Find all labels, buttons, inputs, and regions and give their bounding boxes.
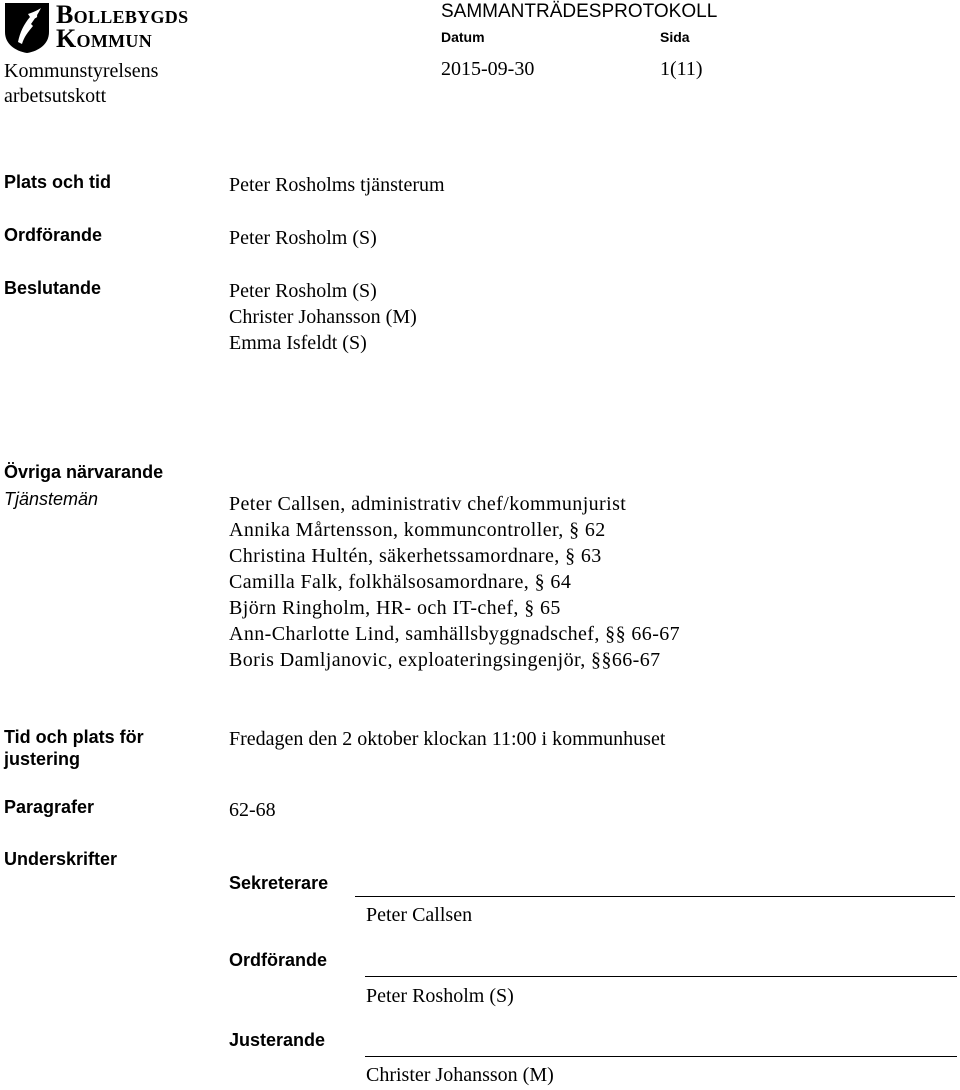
- section-mark: §: [569, 519, 580, 541]
- adjustment-label-line2: justering: [4, 749, 81, 769]
- official-text: Björn Ringholm, HR- och IT-chef,: [229, 597, 525, 619]
- officials-list: [229, 491, 680, 673]
- signature-role-adjuster: Justerande: [229, 1030, 326, 1050]
- paragraphs-label: Paragrafer: [4, 797, 95, 817]
- section-mark: §: [524, 597, 535, 619]
- others-label: Övriga närvarande: [4, 462, 164, 482]
- official-text: Christina Hultén, säkerhetssamordnare,: [229, 545, 566, 567]
- logo-name-line2: Kommun: [56, 24, 153, 53]
- section-ref: 63: [580, 545, 602, 567]
- municipality-logo: [4, 2, 204, 56]
- signatures-label: Underskrifter: [4, 849, 118, 869]
- page-label: Sida: [660, 29, 690, 45]
- paragraphs-value: 62-68: [229, 799, 276, 821]
- signature-role-secretary: Sekreterare: [229, 873, 329, 893]
- date-label: Datum: [441, 29, 485, 45]
- adjustment-label-line1: Tid och plats för: [4, 727, 144, 747]
- section-ref: 65: [540, 597, 561, 619]
- chair-value: Peter Rosholm (S): [229, 227, 377, 249]
- committee-name-line1: Kommunstyrelsens: [4, 60, 159, 82]
- logo-name-line1: Bollebygds: [56, 0, 189, 29]
- official-row: [229, 517, 680, 543]
- section-mark: §: [565, 545, 576, 567]
- official-text: Boris Damljanovic, exploateringsingenjör,: [229, 649, 592, 671]
- page-value: 1(11): [660, 58, 703, 80]
- section-ref: 66-67: [611, 649, 661, 671]
- deciding-member: Peter Rosholm (S): [229, 280, 377, 302]
- official-row: [229, 491, 680, 517]
- official-text: Camilla Falk, folkhälsosamordnare,: [229, 571, 535, 593]
- official-text: Ann-Charlotte Lind, samhällsbyggnadschef,: [229, 623, 606, 645]
- signature-line-secretary[interactable]: [355, 896, 955, 897]
- signature-line-adjuster[interactable]: [365, 1056, 957, 1057]
- section-ref: 64: [550, 571, 572, 593]
- adjustment-value: Fredagen den 2 oktober klockan 11:00 i kommunhuset: [229, 728, 666, 750]
- official-row: [229, 595, 680, 621]
- official-row: [229, 621, 680, 647]
- document-type: SAMMANTRÄDESPROTOKOLL: [441, 1, 718, 22]
- section-ref: 62: [584, 519, 606, 541]
- official-row: [229, 543, 680, 569]
- section-mark: §§: [605, 623, 626, 645]
- adjustment-label: [4, 726, 144, 770]
- official-row: [229, 569, 680, 595]
- signature-name-chair: Peter Rosholm (S): [366, 985, 514, 1007]
- official-text: Peter Callsen, administrativ chef/kommunjurist: [229, 493, 627, 515]
- section-ref: 66-67: [631, 623, 681, 645]
- committee-name: [4, 59, 158, 109]
- deciding-member: Emma Isfeldt (S): [229, 332, 367, 354]
- officials-sublabel: Tjänstemän: [4, 489, 99, 509]
- section-mark: §§: [591, 649, 612, 671]
- signature-role-chair: Ordförande: [229, 950, 328, 970]
- committee-name-line2: arbetsutskott: [4, 85, 107, 107]
- signature-line-chair[interactable]: [365, 976, 957, 977]
- deciding-member: Christer Johansson (M): [229, 306, 417, 328]
- signature-name-adjuster: Christer Johansson (M): [366, 1064, 554, 1086]
- coat-of-arms-icon: [4, 2, 50, 54]
- official-row: [229, 647, 680, 673]
- chair-label: Ordförande: [4, 225, 103, 245]
- deciding-label: Beslutande: [4, 278, 102, 298]
- official-text: Annika Mårtensson, kommuncontroller,: [229, 519, 570, 541]
- deciding-list: [229, 278, 417, 356]
- date-value: 2015-09-30: [441, 58, 535, 80]
- place-value: Peter Rosholms tjänsterum: [229, 174, 445, 196]
- signature-name-secretary: Peter Callsen: [366, 904, 473, 926]
- place-label: Plats och tid: [4, 172, 112, 192]
- section-mark: §: [534, 571, 546, 593]
